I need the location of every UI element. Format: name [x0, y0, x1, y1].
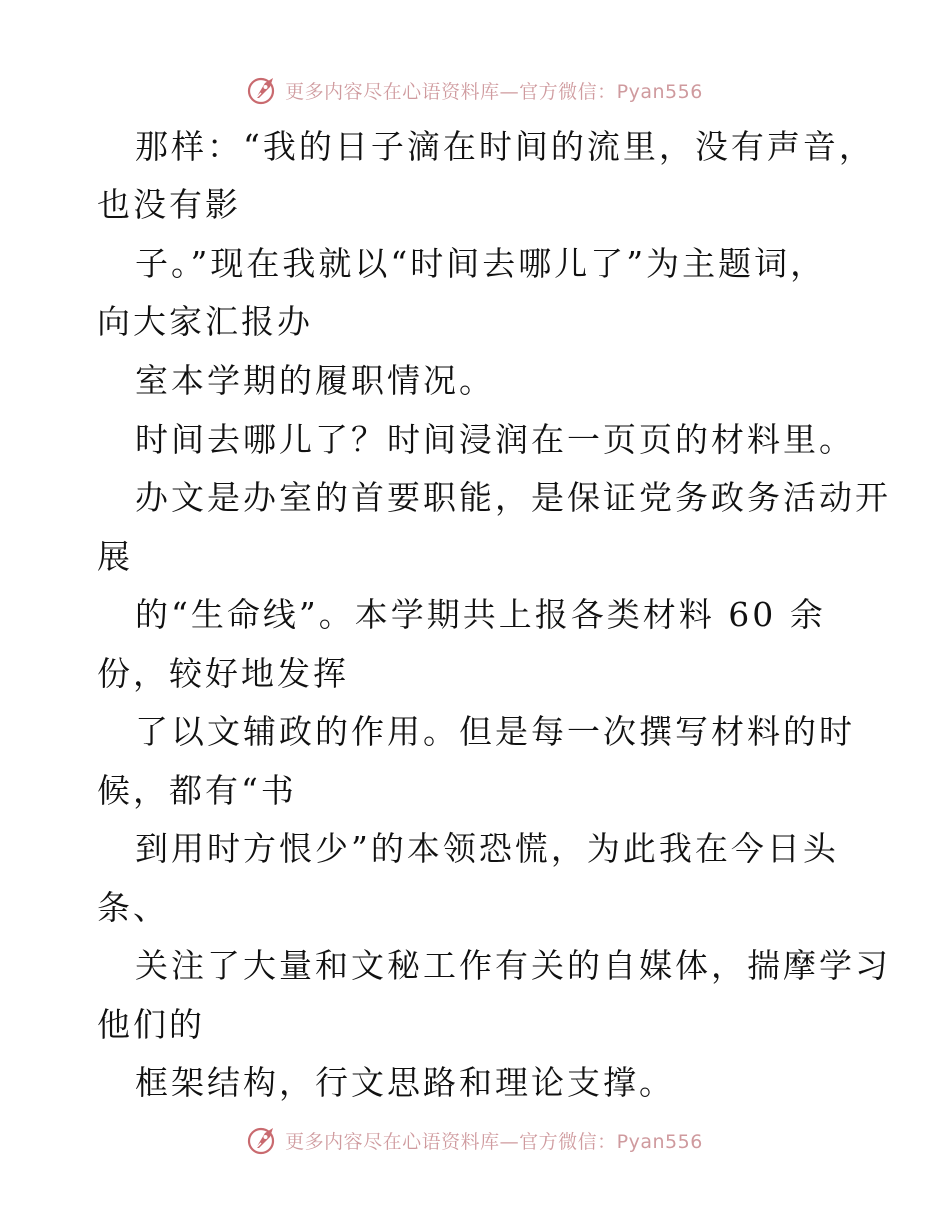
body-line: 关注了大量和文秘工作有关的自媒体，揣摩学习	[135, 946, 891, 985]
body-line: 份，较好地发挥	[97, 654, 349, 693]
footer-banner	[0, 1122, 950, 1158]
body-line: 向大家汇报办	[97, 302, 313, 341]
body-line: 他们的	[97, 1005, 205, 1044]
body-line: 候，都有“书	[97, 771, 297, 810]
body-line: 框架结构，行文思路和理论支撑。	[135, 1063, 675, 1102]
body-line: 办文是办室的首要职能，是保证党务政务活动开	[135, 478, 891, 517]
body-line: 室本学期的履职情况。	[135, 361, 495, 400]
header-banner-text: 更多内容尽在心语资料库—官方微信：Pyan556	[285, 80, 703, 103]
header-banner	[0, 72, 950, 108]
body-line: 到用时方恨少”的本领恐慌，为此我在今日头	[135, 829, 839, 868]
body-line: 时间去哪儿了？时间浸润在一页页的材料里。	[135, 420, 855, 459]
pen-nib-logo-icon	[247, 1124, 279, 1156]
pen-nib-logo-icon	[247, 74, 279, 106]
body-line: 的“生命线”。本学期共上报各类材料 60 余	[135, 595, 826, 634]
body-line: 子。”现在我就以“时间去哪儿了”为主题词，	[135, 244, 827, 283]
footer-banner-text: 更多内容尽在心语资料库—官方微信：Pyan556	[285, 1130, 703, 1153]
body-line: 那样：“我的日子滴在时间的流里，没有声音，	[135, 127, 875, 166]
body-line: 了以文辅政的作用。但是每一次撰写材料的时	[135, 712, 855, 751]
body-line: 条、	[97, 888, 169, 927]
body-line: 展	[97, 537, 133, 576]
body-line: 也没有影	[97, 185, 241, 224]
